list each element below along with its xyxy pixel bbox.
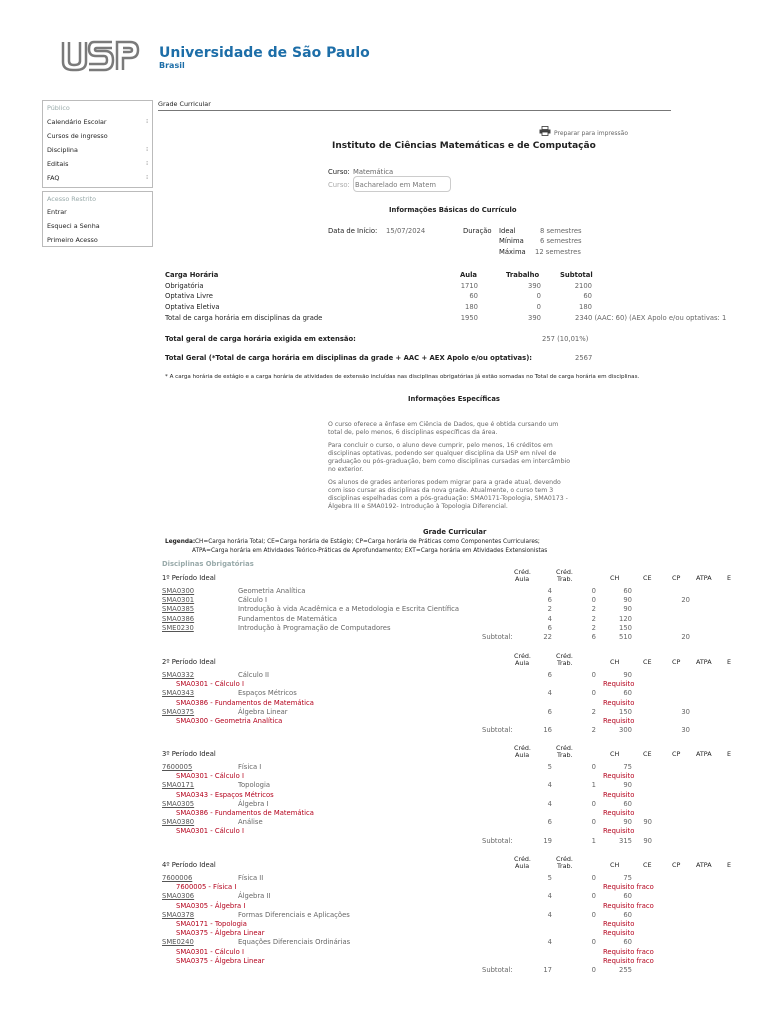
duration-max-value: 12 semestres xyxy=(535,248,581,256)
col-header-ch: CH xyxy=(610,658,620,666)
subtotal-trab: 2 xyxy=(591,726,596,735)
workload-row-label: Optativa Livre xyxy=(165,292,213,300)
col-header-atpa: ATPA xyxy=(696,574,712,582)
course-select[interactable]: Bacharelado em Matem xyxy=(353,176,451,192)
col-header-cred-trab: Trab. xyxy=(557,659,573,667)
course-code-link[interactable]: SMA0385 xyxy=(162,605,195,614)
requirement-kind: Requisito fraco xyxy=(603,947,654,956)
subtotal-aula: 17 xyxy=(543,966,552,974)
university-name[interactable]: Universidade de São Paulo xyxy=(159,45,370,61)
col-header-ext: E xyxy=(727,861,732,869)
specific-text-line: graduação ou pós-graduação, bem como disciplinas cursadas em intercâmbio xyxy=(328,458,570,465)
col-header-atpa: ATPA xyxy=(696,658,712,666)
col-header-cred-aula: Aula xyxy=(515,862,530,870)
public-menu xyxy=(42,100,153,188)
subtotal-ch: 300 xyxy=(619,726,632,735)
course-code-link[interactable]: SMA0305 xyxy=(162,799,195,808)
course-code-link[interactable]: SMA0301 xyxy=(162,596,195,605)
col-header-ce: CE xyxy=(643,658,652,666)
duration-max-label: Máxima xyxy=(499,248,526,256)
course-name: Física II xyxy=(238,874,264,882)
period-title: 4º Período Ideal xyxy=(162,861,216,869)
col-header-cp: CP xyxy=(672,861,681,869)
col-header-ce: CE xyxy=(643,750,652,758)
workload-row-subtotal: 2340 (AAC: 60) (AEX Apolo e/ou optativas: 1 xyxy=(575,314,727,322)
col-header-cred-trab: Créd. xyxy=(556,568,573,576)
specific-text-line: total de, pelo menos, 6 disciplinas específicas da área. xyxy=(328,429,498,436)
col-header-cp: CP xyxy=(672,658,681,666)
col-header-ce: CE xyxy=(643,861,652,869)
course-name: Introdução à Programação de Computadores xyxy=(238,623,391,632)
course-name: Análise xyxy=(238,818,263,827)
course-trab: 0 xyxy=(591,874,596,882)
extension-value: 257 (10,01%) xyxy=(542,335,589,343)
requirement-link[interactable]: SMA0301 - Cálculo I xyxy=(176,772,244,781)
menu-item-primeiro-acesso[interactable]: Primeiro Acesso xyxy=(47,236,98,244)
course-code-link[interactable]: SME0240 xyxy=(162,938,194,947)
col-header-ext: E xyxy=(727,658,732,666)
specific-text-line: Álgebra III e SMA0192- Introdução à Topologia Diferencial. xyxy=(328,503,508,510)
subtotal-label: Subtotal: xyxy=(482,966,513,974)
requirement-link[interactable]: SMA0343 - Espaços Métricos xyxy=(176,790,274,799)
duration-ideal-value: 8 semestres xyxy=(540,227,582,235)
course-code-link[interactable]: SMA0171 xyxy=(162,781,195,790)
course-ch: 60 xyxy=(623,938,632,947)
course-ch: 120 xyxy=(619,614,632,623)
basic-info-title: Informações Básicas do Currículo xyxy=(389,206,517,214)
col-header-cred-aula: Créd. xyxy=(514,744,531,752)
course-name: Equações Diferenciais Ordinárias xyxy=(238,938,351,947)
subtotal-trab: 0 xyxy=(591,966,596,974)
printer-icon[interactable] xyxy=(539,126,551,136)
course-name: Geometria Analítica xyxy=(238,587,306,595)
course-trab: 0 xyxy=(591,818,596,827)
workload-note: * A carga horária de estágio e a carga horária de atividades de extensão incluídas nas disciplinas obrigatórias já estão somadas no Total de carga horária em disciplinas. xyxy=(165,374,640,380)
specific-text-line: disciplinas espelhadas com a pós-graduação: SMA0171-Topologia, SMA0173 - xyxy=(328,495,568,502)
course-label: Curso: xyxy=(328,168,350,176)
workload-row-aula: 60 xyxy=(469,292,478,300)
subtotal-aula: 22 xyxy=(543,633,552,641)
course-aula: 6 xyxy=(547,707,552,716)
subtotal-ce: 90 xyxy=(643,836,652,845)
start-date-value: 15/07/2024 xyxy=(386,227,426,235)
breadcrumb-divider xyxy=(158,110,671,111)
course-cp: 30 xyxy=(681,707,690,716)
course-name: Álgebra I xyxy=(238,799,269,808)
restricted-menu-title: Acesso Restrito xyxy=(47,195,97,203)
specific-text-line: com isso cursar as disciplinas da nova grade. Atualmente, o curso tem 3 xyxy=(328,487,554,494)
subtotal-trab: 1 xyxy=(591,836,596,845)
course-code-link[interactable]: 7600005 xyxy=(162,763,193,771)
course-trab: 0 xyxy=(591,799,596,808)
course-trab: 0 xyxy=(591,938,596,947)
period-title: 1º Período Ideal xyxy=(162,574,216,582)
requirement-link[interactable]: SMA0301 - Cálculo I xyxy=(176,680,244,689)
subtotal-cp: 30 xyxy=(681,726,690,735)
col-header-cp: CP xyxy=(672,574,681,582)
course-trab: 0 xyxy=(591,596,596,605)
duration-min-label: Mínima xyxy=(499,237,524,245)
specific-text-line: Os alunos de grades anteriores podem migrar para a grade atual, devendo xyxy=(328,479,561,486)
subtotal-label: Subtotal: xyxy=(482,633,513,641)
col-header-cred-trab: Créd. xyxy=(556,744,573,752)
menu-item-entrar[interactable]: Entrar xyxy=(47,208,67,216)
course-ch: 60 xyxy=(623,892,632,901)
course-aula: 4 xyxy=(547,910,552,919)
course-code-link[interactable]: SMA0300 xyxy=(162,587,195,595)
workload-row-subtotal: 180 xyxy=(579,303,592,311)
requirement-kind: Requisito xyxy=(603,790,635,799)
menu-item-cursos[interactable]: Cursos de ingresso xyxy=(47,132,108,140)
course-aula: 5 xyxy=(547,763,552,771)
course-ce: 90 xyxy=(643,818,652,827)
specific-text-line: no exterior. xyxy=(328,466,364,473)
col-header-cred-aula: Créd. xyxy=(514,568,531,576)
requirement-kind: Requisito fraco xyxy=(603,883,654,892)
workload-row-label: Obrigatória xyxy=(165,282,204,290)
workload-header: Trabalho xyxy=(506,271,540,279)
general-total-value: 2567 xyxy=(575,354,593,362)
workload-row-label: Optativa Eletiva xyxy=(165,303,220,311)
col-header-cp: CP xyxy=(672,750,681,758)
menu-item-esqueci-senha[interactable]: Esqueci a Senha xyxy=(47,222,100,230)
requirement-kind: Requisito xyxy=(603,698,635,707)
workload-row-trabalho: 0 xyxy=(536,292,541,300)
specific-text-line: Para concluir o curso, o aluno deve cumprir, pelo menos, 16 créditos em xyxy=(328,442,553,449)
submenu-arrow-icon[interactable]: ⁝ xyxy=(146,174,148,181)
course-trab: 0 xyxy=(591,587,596,595)
course-trab: 0 xyxy=(591,763,596,771)
subtotal-label: Subtotal: xyxy=(482,836,513,845)
course-aula: 6 xyxy=(547,596,552,605)
requirement-link[interactable]: SMA0305 - Álgebra I xyxy=(176,901,246,910)
duration-min-value: 6 semestres xyxy=(540,237,582,245)
course-name: Topologia xyxy=(238,781,271,790)
specific-text-line: O curso oferece a ênfase em Ciência de Dados, que é obtida cursando um xyxy=(328,421,559,428)
course-aula: 4 xyxy=(547,938,552,947)
course-cp: 20 xyxy=(681,596,690,605)
menu-item-calendario[interactable]: Calendário Escolar xyxy=(47,118,107,126)
workload-row-aula: 1710 xyxy=(460,282,478,290)
col-header-atpa: ATPA xyxy=(696,861,712,869)
course-aula: 6 xyxy=(547,623,552,632)
col-header-ch: CH xyxy=(610,861,620,869)
course-aula: 6 xyxy=(547,818,552,827)
col-header-ch: CH xyxy=(610,750,620,758)
course-code-link[interactable]: SMA0332 xyxy=(162,671,195,679)
breadcrumb: Grade Curricular xyxy=(158,100,211,108)
col-header-ext: E xyxy=(727,750,732,758)
col-header-ext: E xyxy=(727,574,732,582)
subtotal-trab: 6 xyxy=(591,633,596,641)
period-title: 2º Período Ideal xyxy=(162,658,216,666)
usp-logo xyxy=(60,40,140,72)
course-ch: 90 xyxy=(623,605,632,614)
requirement-link[interactable]: SMA0301 - Cálculo I xyxy=(176,947,244,956)
requirement-link[interactable]: 7600005 - Física I xyxy=(176,883,237,892)
course-aula: 4 xyxy=(547,892,552,901)
general-total-label: Total Geral (*Total de carga horária em disciplinas da grade + AAC + AEX Apolo e/ou optativas): xyxy=(165,354,533,362)
course-code-link[interactable]: SMA0386 xyxy=(162,614,195,623)
specific-text-line: disciplinas optativas, podendo ser qualquer disciplina da USP em nível de xyxy=(328,450,557,457)
course-code-link[interactable]: SMA0306 xyxy=(162,892,195,901)
course-aula: 4 xyxy=(547,799,552,808)
col-header-cred-aula: Créd. xyxy=(514,652,531,660)
course-ch: 60 xyxy=(623,689,632,698)
legend-line-2: ATPA=Carga horária em Atividades Teórico-Práticas de Aprofundamento; EXT=Carga horária em Atividades Extensionistas xyxy=(192,548,548,554)
duration-label: Duração xyxy=(463,227,492,235)
public-menu-title: Público xyxy=(47,104,70,112)
course-code-link[interactable]: 7600006 xyxy=(162,874,193,882)
workload-header: Subtotal xyxy=(560,271,593,279)
subtotal-aula: 16 xyxy=(543,726,552,735)
requirement-link[interactable]: SMA0375 - Álgebra Linear xyxy=(176,929,265,938)
workload-row-trabalho: 0 xyxy=(536,303,541,311)
course-ch: 150 xyxy=(619,707,632,716)
legend-line-1: CH=Carga horária Total; CE=Carga horária de Estágio; CP=Carga horária de Práticas como Componentes Curriculares; xyxy=(195,539,540,545)
course-aula: 6 xyxy=(547,671,552,679)
course-aula: 4 xyxy=(547,614,552,623)
course-ch: 75 xyxy=(623,763,632,771)
workload-header: Carga Horária xyxy=(165,271,219,279)
col-header-cred-aula: Aula xyxy=(515,659,530,667)
workload-row-subtotal: 2100 xyxy=(574,282,592,290)
legend-label: Legenda: xyxy=(165,539,196,545)
subtotal-ch: 510 xyxy=(619,633,632,641)
course-trab: 2 xyxy=(591,623,596,632)
col-header-atpa: ATPA xyxy=(696,750,712,758)
course-aula: 4 xyxy=(547,587,552,595)
col-header-cred-trab: Créd. xyxy=(556,855,573,863)
course-code-link[interactable]: SMA0380 xyxy=(162,818,195,827)
submenu-arrow-icon[interactable]: ⁝ xyxy=(146,118,148,125)
requirement-link[interactable]: SMA0375 - Álgebra Linear xyxy=(176,956,265,965)
extension-label: Total geral de carga horária exigida em extensão: xyxy=(165,335,356,343)
course-name: Cálculo II xyxy=(238,671,270,679)
course-trab: 2 xyxy=(591,707,596,716)
duration-ideal-label: Ideal xyxy=(499,227,516,235)
course-name: Cálculo I xyxy=(238,596,268,605)
course-name: Álgebra Linear xyxy=(238,707,288,716)
course-name: Introdução à vida Acadêmica e a Metodologia e Escrita Científica xyxy=(238,605,460,614)
page-header xyxy=(0,0,768,95)
workload-row-label: Total de carga horária em disciplinas da grade xyxy=(165,314,323,322)
course-label-2: Curso: xyxy=(328,181,350,189)
course-code-link[interactable]: SME0230 xyxy=(162,623,194,632)
col-header-cred-aula: Aula xyxy=(515,751,530,759)
submenu-arrow-icon[interactable]: ⁝ xyxy=(146,146,148,153)
course-trab: 2 xyxy=(591,605,596,614)
course-trab: 0 xyxy=(591,910,596,919)
workload-row-trabalho: 390 xyxy=(528,282,541,290)
requirement-kind: Requisito xyxy=(603,680,635,689)
col-header-cred-trab: Trab. xyxy=(557,751,573,759)
workload-row-aula: 180 xyxy=(465,303,478,311)
course-value: Matemática xyxy=(353,168,394,176)
start-date-label: Data de Início: xyxy=(328,227,378,235)
subtotal-cp: 20 xyxy=(681,633,690,641)
workload-row-aula: 1950 xyxy=(460,314,478,322)
specific-title: Informações Específicas xyxy=(408,395,500,403)
mandatory-title: Disciplinas Obrigatórias xyxy=(162,560,254,568)
course-aula: 2 xyxy=(547,605,552,614)
col-header-cred-aula: Aula xyxy=(515,575,530,583)
course-ch: 75 xyxy=(623,874,632,882)
course-ch: 90 xyxy=(623,781,632,790)
course-trab: 2 xyxy=(591,614,596,623)
requirement-kind: Requisito fraco xyxy=(603,901,654,910)
course-trab: 0 xyxy=(591,892,596,901)
requirement-kind: Requisito xyxy=(603,827,635,836)
col-header-cred-aula: Créd. xyxy=(514,855,531,863)
restricted-menu xyxy=(42,191,153,247)
course-trab: 0 xyxy=(591,671,596,679)
requirement-link[interactable]: SMA0171 - Topologia xyxy=(176,920,247,928)
course-ch: 60 xyxy=(623,587,632,595)
submenu-arrow-icon[interactable]: ⁝ xyxy=(146,160,148,167)
requirement-kind: Requisito xyxy=(603,929,635,938)
menu-item-faq[interactable]: FAQ xyxy=(47,174,60,182)
course-trab: 0 xyxy=(591,689,596,698)
requirement-kind: Requisito xyxy=(603,772,635,781)
requirement-kind: Requisito xyxy=(603,717,635,725)
col-header-cred-trab: Trab. xyxy=(557,862,573,870)
col-header-ce: CE xyxy=(643,574,652,582)
subtotal-ch: 255 xyxy=(619,966,632,974)
course-ch: 60 xyxy=(623,799,632,808)
course-code-link[interactable]: SMA0343 xyxy=(162,689,195,698)
requirement-link[interactable]: SMA0301 - Cálculo I xyxy=(176,827,244,836)
course-name: Fundamentos de Matemática xyxy=(238,614,338,623)
menu-item-editais[interactable]: Editais xyxy=(47,160,69,168)
print-link[interactable]: Preparar para impressão xyxy=(554,130,629,137)
course-name: Física I xyxy=(238,763,262,771)
course-trab: 1 xyxy=(591,781,596,790)
workload-row-subtotal: 60 xyxy=(583,292,592,300)
course-ch: 90 xyxy=(623,596,632,605)
workload-row-trabalho: 390 xyxy=(528,314,541,322)
menu-item-disciplina[interactable]: Disciplina xyxy=(47,146,78,154)
col-header-cred-trab: Trab. xyxy=(557,575,573,583)
col-header-cred-trab: Créd. xyxy=(556,652,573,660)
requirement-link[interactable]: SMA0300 - Geometria Analítica xyxy=(176,717,283,725)
course-name: Álgebra II xyxy=(238,892,271,901)
subtotal-ch: 315 xyxy=(619,836,632,845)
course-ch: 150 xyxy=(619,623,632,632)
course-ch: 90 xyxy=(623,671,632,679)
course-aula: 4 xyxy=(547,781,552,790)
requirement-kind: Requisito fraco xyxy=(603,956,654,965)
period-title: 3º Período Ideal xyxy=(162,750,216,758)
grade-title: Grade Curricular xyxy=(423,528,487,536)
course-name: Formas Diferenciais e Aplicações xyxy=(238,910,350,919)
course-aula: 4 xyxy=(547,689,552,698)
country-name: Brasil xyxy=(159,61,185,70)
course-code-link[interactable]: SMA0378 xyxy=(162,910,195,919)
subtotal-label: Subtotal: xyxy=(482,726,513,735)
requirement-kind: Requisito xyxy=(603,920,635,928)
course-ch: 60 xyxy=(623,910,632,919)
course-name: Espaços Métricos xyxy=(238,689,297,698)
subtotal-aula: 19 xyxy=(543,836,552,845)
course-code-link[interactable]: SMA0375 xyxy=(162,707,195,716)
course-ch: 90 xyxy=(623,818,632,827)
workload-header: Aula xyxy=(460,271,478,279)
course-aula: 5 xyxy=(547,874,552,882)
requirement-link[interactable]: SMA0386 - Fundamentos de Matemática xyxy=(176,809,314,817)
col-header-ch: CH xyxy=(610,574,620,582)
requirement-kind: Requisito xyxy=(603,809,635,817)
requirement-link[interactable]: SMA0386 - Fundamentos de Matemática xyxy=(176,698,314,707)
institute-title: Instituto de Ciências Matemáticas e de Computação xyxy=(332,141,596,151)
